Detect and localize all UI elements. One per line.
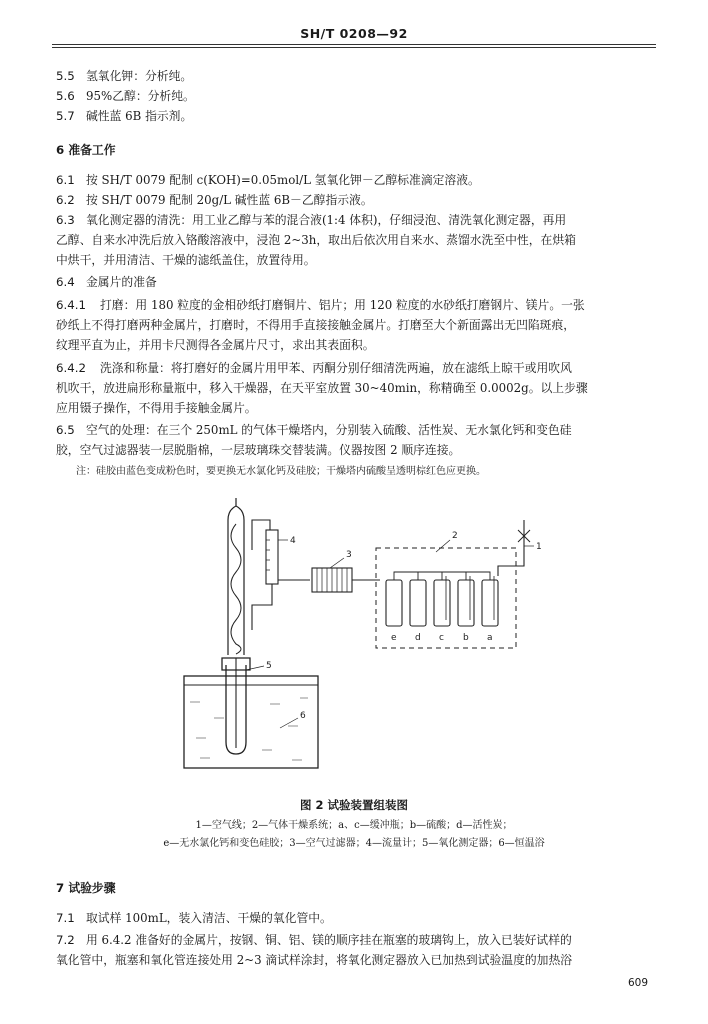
bottle-c (434, 580, 450, 626)
item-5-5: 5.5 氢氧化钾：分析纯。 (56, 69, 193, 83)
label-5: 5 (266, 661, 272, 671)
para-6-5-line1: 6.5 空气的处理：在三个 250mL 的气体干燥塔内，分别装入硫酸、活性炭、无水氯化钙和变色硅 (56, 423, 572, 437)
reflux-condenser (228, 498, 244, 655)
bath-vessel (184, 676, 318, 768)
leader-6 (280, 718, 298, 728)
label-d: d (415, 633, 421, 643)
para-6-3-line3: 中烘干，并用清洁、干燥的滤纸盖住，放置待用。 (56, 253, 316, 267)
para-6-3-line2: 乙醇、自来水冲洗后放入铬酸溶液中，浸泡 2~3h，取出后依次用自来水、蒸馏水洗至中性，在烘箱 (56, 233, 576, 247)
leader-2 (436, 540, 450, 552)
para-6-4-1-line3: 纹理平直为止，并用卡尺测得各金属片尺寸，求出其表面积。 (56, 338, 375, 352)
flowmeter-marks (266, 540, 270, 570)
para-7-1: 7.1 取试样 100mL，装入清洁、干燥的氧化管中。 (56, 911, 332, 925)
leader-5 (246, 666, 264, 670)
flowmeter-stem (252, 584, 272, 630)
note: 注：硅胶由蓝色变成粉色时，要更换无水氯化钙及硅胶；干燥塔内硫酸呈透明棕红色应更换。 (76, 466, 486, 477)
item-5-6: 5.6 95%乙醇：分析纯。 (56, 89, 195, 103)
header-rule-bottom (52, 47, 656, 48)
label-2: 2 (452, 531, 458, 541)
filter-pleats (317, 568, 347, 592)
label-3: 3 (346, 550, 352, 560)
label-4: 4 (290, 536, 296, 546)
page-header: SH/T 0208—92 (300, 26, 408, 41)
bottle-dip-tubes (446, 576, 494, 620)
label-b: b (463, 633, 469, 643)
para-6-4-1-line2: 砂纸上不得打磨两种金属片，打磨时，不得用手直接接触金属片。打磨至大个新面露出无凹陷斑痕， (56, 318, 576, 332)
para-6-5-line2: 胶，空气过滤器装一层脱脂棉，一层玻璃珠交替装满。仪器按图 2 顺序连接。 (56, 443, 461, 457)
condenser-coil (231, 524, 241, 654)
bottle-d (410, 580, 426, 626)
bottle-connections (394, 572, 490, 580)
bottle-b (458, 580, 474, 626)
header-rule-top (52, 44, 656, 45)
figure-caption: 图 2 试验装置组装图 (299, 798, 408, 812)
label-1: 1 (536, 542, 542, 552)
leader-3 (330, 558, 344, 568)
label-6: 6 (300, 711, 306, 721)
flowmeter (266, 530, 278, 584)
para-7-2-line1: 7.2 用 6.4.2 准备好的金属片，按钢、铜、铝、镁的顺序挂在瓶塞的玻璃钩上，放入已装好试样的 (56, 933, 572, 947)
para-6-1: 6.1 按 SH/T 0079 配制 c(KOH)=0.05mol/L 氢氧化钾－乙醇标准滴定溶液。 (56, 173, 480, 187)
apparatus-diagram (0, 480, 708, 800)
para-6-4-1-line1: 6.4.1 打磨：用 180 粒度的金相砂纸打磨铜片、铝片；用 120 粒度的水砂纸打磨钢片、镁片。一张 (56, 298, 585, 312)
bath-liquid-hatching (190, 698, 308, 760)
para-7-2-line2: 氧化管中，瓶塞和氧化管连接处用 2~3 滴试样涂封，将氧化测定器放入已加热到试验温度的加热浴 (56, 953, 573, 967)
bottle-e (386, 580, 402, 626)
page-number: 609 (628, 977, 649, 989)
label-a: a (487, 633, 493, 643)
para-6-4-2-line1: 6.4.2 洗涤和称量：将打磨好的金属片用甲苯、丙酮分别仔细清洗两遍，放在滤纸上晾干或用吹风 (56, 361, 572, 375)
figure-legend-line1: 1—空气线；2—气体干燥系统；a、c—缓冲瓶；b—硫酸；d—活性炭； (195, 820, 513, 831)
para-6-4-2-line3: 应用镊子操作，不得用手接触金属片。 (56, 401, 257, 415)
para-6-4-2-line2: 机吹干，放进扁形称量瓶中，移入干燥器，在天平室放置 30~40min，称精确至 0.0002g。以上步骤 (56, 381, 588, 395)
item-5-7: 5.7 碱性蓝 6B 指示剂。 (56, 109, 193, 123)
label-e: e (391, 633, 397, 643)
para-6-3-line1: 6.3 氧化测定器的清洗：用工业乙醇与苯的混合液(1:4 体积)，仔细浸泡、清洗氧化测定器，再用 (56, 213, 567, 227)
label-c: c (439, 633, 444, 643)
para-6-4: 6.4 金属片的准备 (56, 275, 157, 289)
section-7-heading: 7 试验步骤 (56, 881, 116, 895)
figure-legend-line2: e—无水氯化钙和变色硅胶；3—空气过滤器；4—流量计；5—氧化测定器；6—恒温浴 (163, 838, 545, 849)
bottle-a (482, 580, 498, 626)
para-6-2: 6.2 按 SH/T 0079 配制 20g/L 碱性蓝 6B－乙醇指示液。 (56, 193, 373, 207)
air-line-top (252, 520, 270, 550)
section-6-heading: 6 准备工作 (56, 143, 116, 157)
